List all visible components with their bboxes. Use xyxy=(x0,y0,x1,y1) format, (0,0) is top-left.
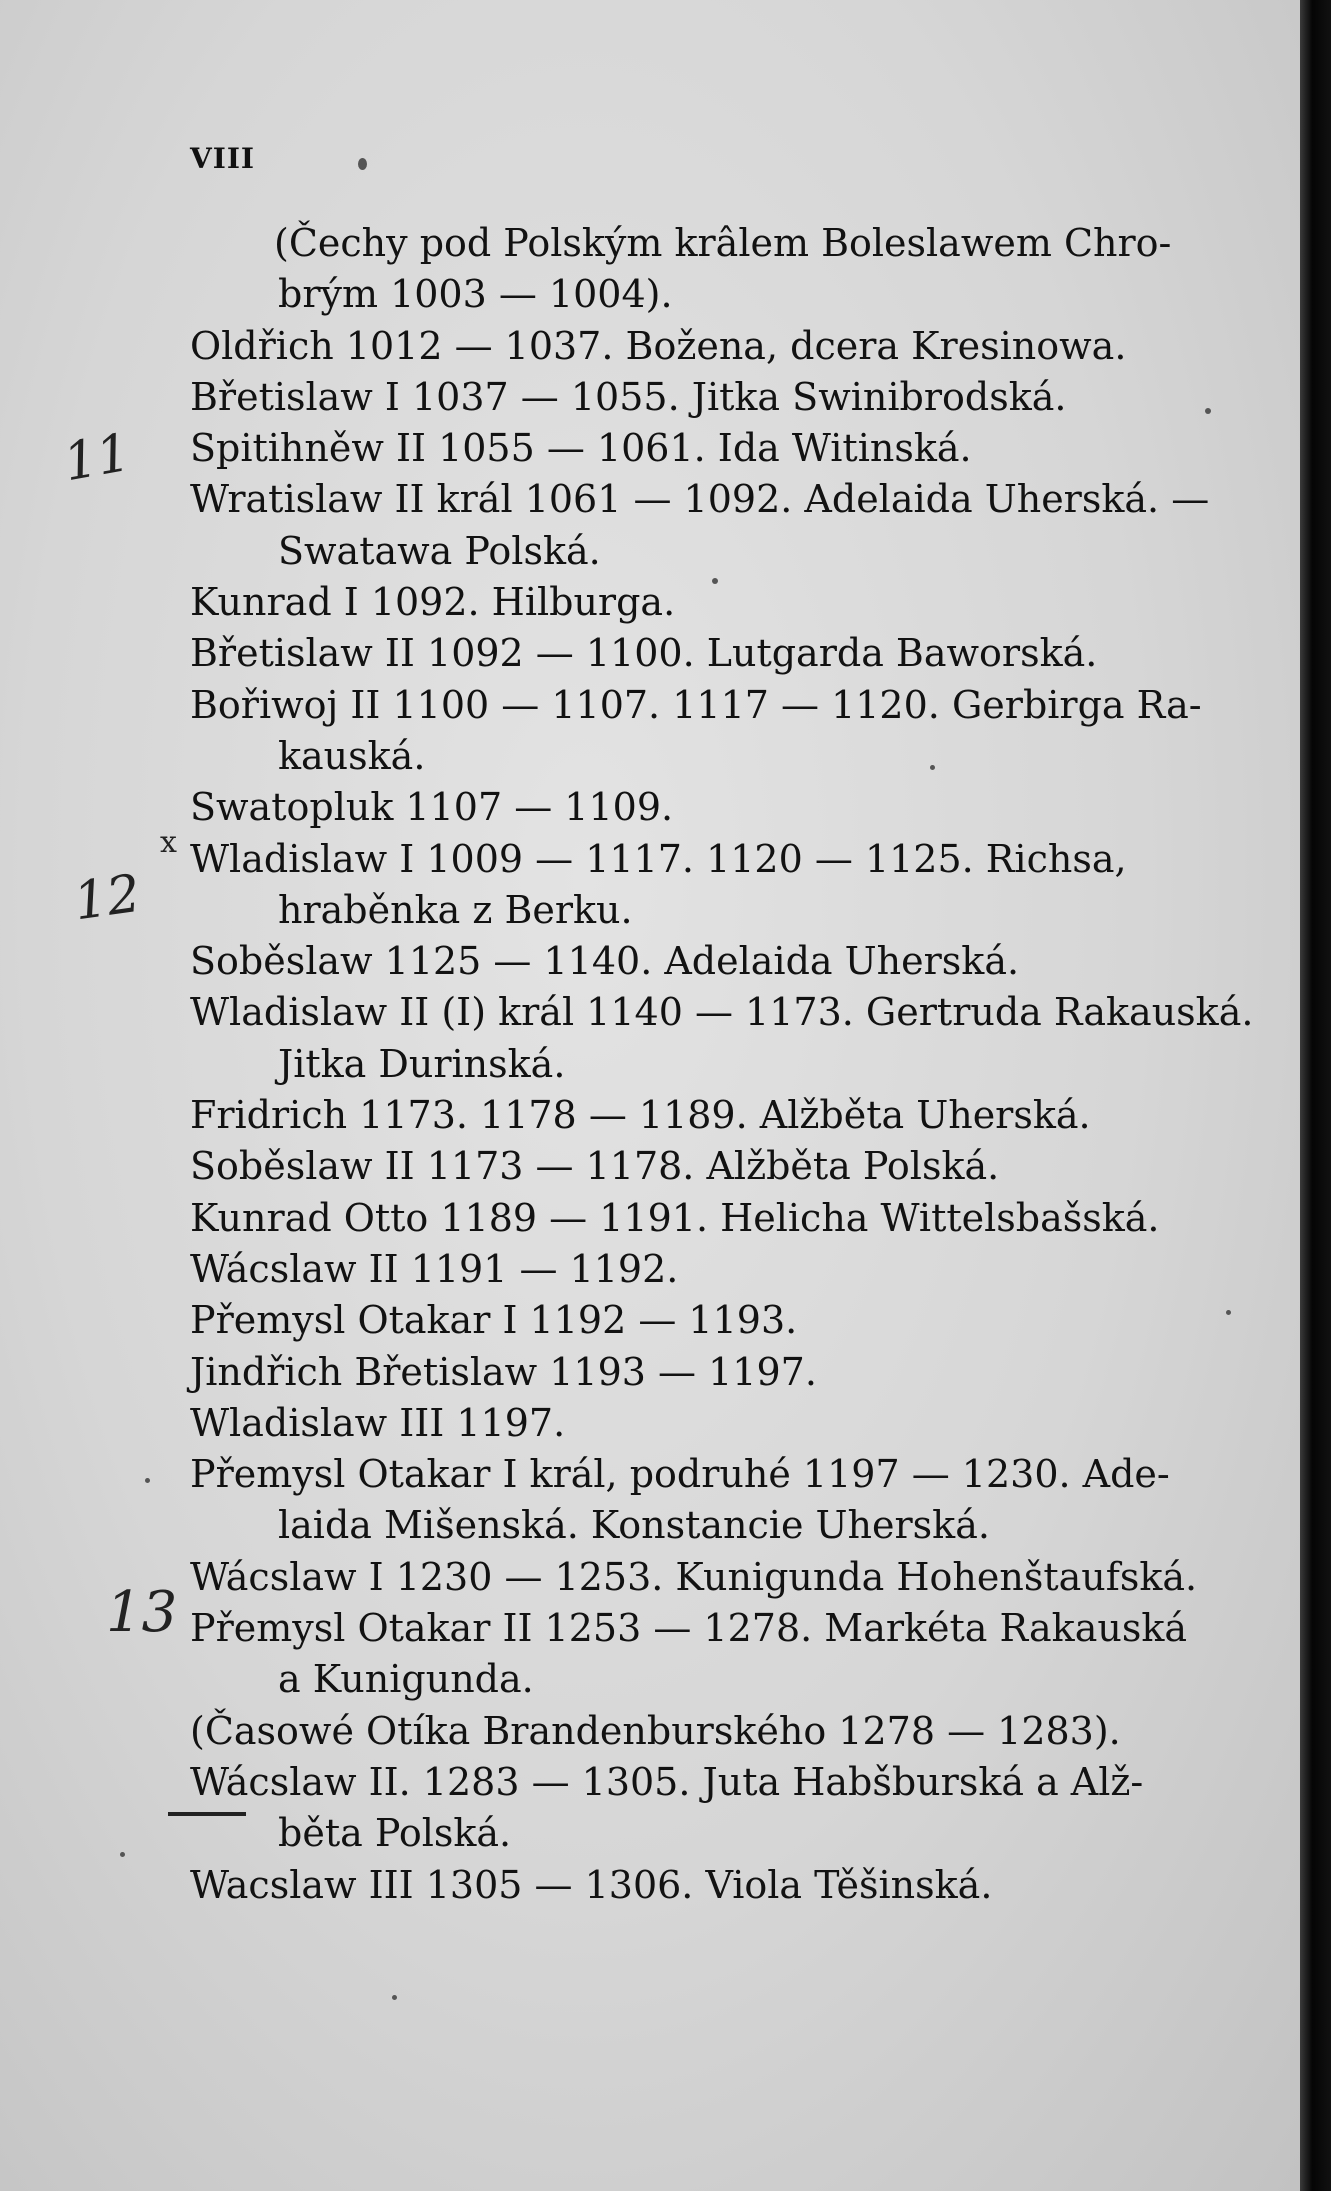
text-line: Wacslaw III 1305 — 1306. Viola Těšinská. xyxy=(190,1862,993,1907)
text-line: Wladislaw II (I) král 1140 — 1173. Gertruda Rakauská. xyxy=(190,990,1254,1035)
scan-speck xyxy=(1226,1310,1231,1315)
text-line: Jitka Durinská. xyxy=(278,1041,566,1086)
scan-speck xyxy=(392,1995,397,2000)
text-line: Oldřich 1012 — 1037. Božena, dcera Kresinowa. xyxy=(190,323,1127,368)
text-line: Wácslaw II. 1283 — 1305. Juta Habšburská a Alž- xyxy=(190,1759,1144,1804)
scan-speck xyxy=(120,1852,125,1857)
text-line: Wratislaw II král 1061 — 1092. Adelaida Uherská. — xyxy=(190,477,1210,522)
text-line: Přemysl Otakar II 1253 — 1278. Markéta Rakauská xyxy=(190,1606,1188,1651)
text-line: (Čechy pod Polským krâlem Boleslawem Chro- xyxy=(274,221,1172,265)
text-line: (Časowé Otíka Brandenburského 1278 — 1283). xyxy=(190,1708,1121,1753)
scan-speck xyxy=(145,1478,150,1483)
text-line: Jindřich Břetislaw 1193 — 1197. xyxy=(190,1349,817,1394)
text-line: Swatopluk 1107 — 1109. xyxy=(190,785,674,830)
text-line: a Kunigunda. xyxy=(278,1657,534,1702)
scan-speck xyxy=(1205,408,1211,414)
scan-speck xyxy=(712,578,718,584)
text-line: Soběslaw 1125 — 1140. Adelaida Uherská. xyxy=(190,939,1020,984)
margin-dash-mark xyxy=(168,1812,246,1816)
body-text xyxy=(190,218,1254,1911)
page-number: VIII xyxy=(190,142,256,175)
text-line: Přemysl Otakar I 1192 — 1193. xyxy=(190,1298,798,1343)
text-line: Wladislaw III 1197. xyxy=(190,1400,566,1445)
text-line: brým 1003 — 1004). xyxy=(278,272,673,317)
text-line: běta Polská. xyxy=(278,1811,512,1856)
text-line: Břetislaw I 1037 — 1055. Jitka Swinibrodská. xyxy=(190,374,1067,419)
text-line: Wladislaw I 1009 — 1117. 1120 — 1125. Richsa, xyxy=(190,836,1127,881)
margin-note-13: 13 xyxy=(106,1580,178,1645)
scan-speck xyxy=(930,765,935,770)
text-line: Wácslaw II 1191 — 1192. xyxy=(190,1246,679,1291)
text-line: Břetislaw II 1092 — 1100. Lutgarda Baworská. xyxy=(190,631,1098,676)
text-line: hraběnka z Berku. xyxy=(278,887,633,932)
text-line: Swatawa Polská. xyxy=(278,528,601,573)
margin-note-11: 11 xyxy=(59,422,135,494)
book-spine-edge xyxy=(1300,0,1331,2191)
text-line: Soběslaw II 1173 — 1178. Alžběta Polská. xyxy=(190,1144,1000,1189)
text-line: Kunrad I 1092. Hilburga. xyxy=(190,580,676,625)
text-line: Spitihněw II 1055 — 1061. Ida Witinská. xyxy=(190,426,972,471)
text-line: kauská. xyxy=(278,733,426,778)
text-line: Wácslaw I 1230 — 1253. Kunigunda Hohenštaufská. xyxy=(190,1554,1198,1599)
text-line: Bořiwoj II 1100 — 1107. 1117 — 1120. Gerbirga Ra- xyxy=(190,682,1202,727)
margin-note-12: 12 xyxy=(70,863,145,933)
margin-x-mark: x xyxy=(160,825,177,860)
scan-speck xyxy=(358,158,367,170)
text-line: Přemysl Otakar I král, podruhé 1197 — 1230. Ade- xyxy=(190,1452,1170,1497)
text-line: laida Mišenská. Konstancie Uherská. xyxy=(278,1503,990,1548)
text-line: Fridrich 1173. 1178 — 1189. Alžběta Uherská. xyxy=(190,1093,1091,1138)
text-line: Kunrad Otto 1189 — 1191. Helicha Wittelsbašská. xyxy=(190,1195,1160,1240)
